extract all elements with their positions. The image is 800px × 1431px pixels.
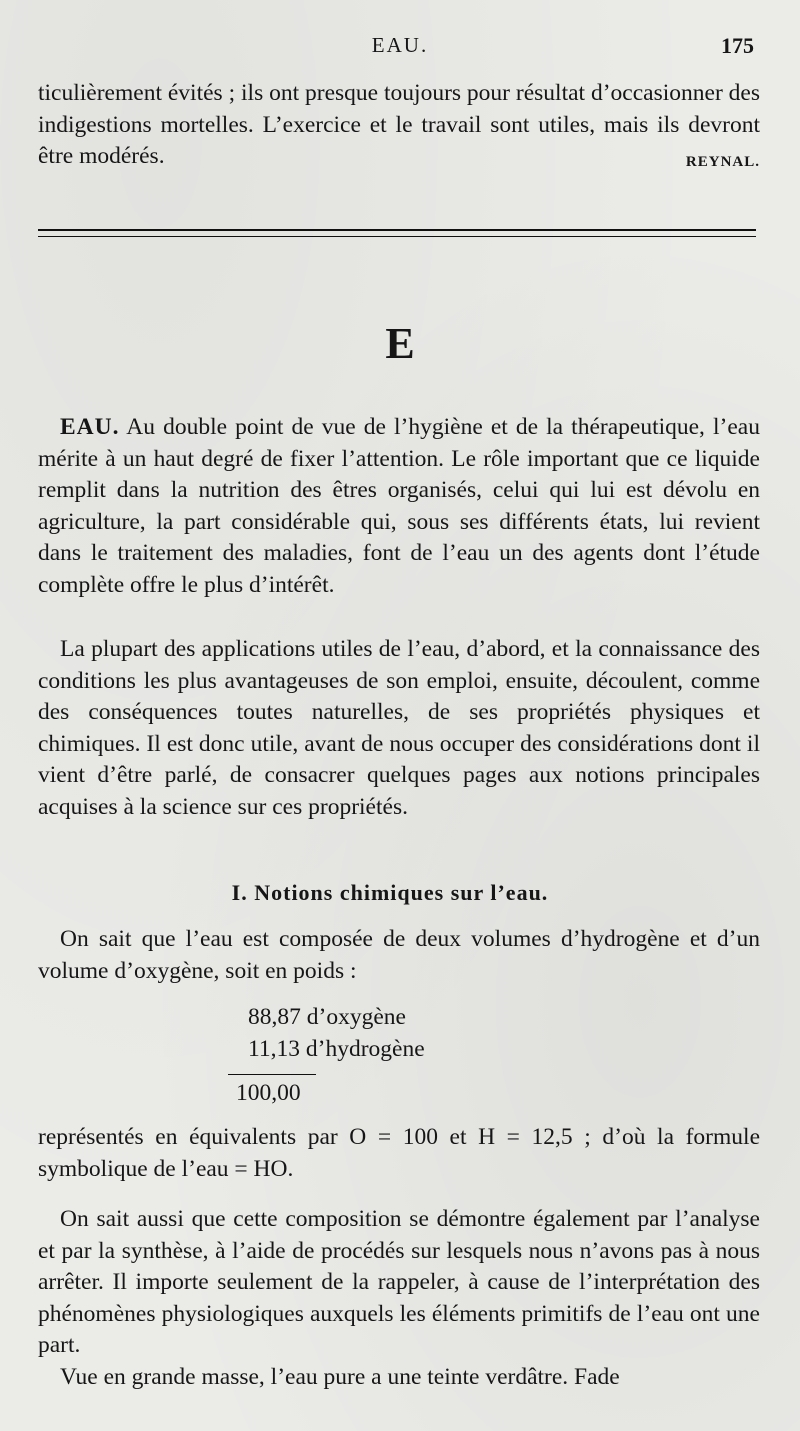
section-rule-thick bbox=[38, 229, 756, 231]
entry-paragraph-1-text: Au double point de vue de l’hygiène et de la thérapeutique, l’eau mérite à un haut degré de fixer l’attention. Le rôle important que ce liquide remplit dans la nutrition des êtres organisés, celui qui lui est dévolu en agriculture, la part considérable qui, sous ses différents états, lui revient dans le traitement des maladies, font de l’eau un des agents dont l’étude complète offre le plus d’intérêt. bbox=[38, 414, 760, 598]
running-header: EAU. bbox=[371, 33, 429, 57]
page-number: 175 bbox=[721, 33, 754, 58]
entry-paragraph-1 bbox=[38, 412, 760, 602]
composition-sum-rule bbox=[228, 1074, 316, 1075]
entry-paragraph-4: représentés en équivalents par O = 100 et H = 12,5 ; d’où la formule symbolique de l’eau = HO. bbox=[38, 1124, 760, 1182]
section-rule-thin bbox=[38, 236, 756, 237]
entry-paragraph-6: Vue en grande masse, l’eau pure a une teinte verdâtre. Fade bbox=[60, 1364, 620, 1390]
composition-total: 100,00 bbox=[236, 1080, 301, 1106]
section-letter: E bbox=[385, 319, 415, 368]
entry-paragraph-5: On sait aussi que cette composition se démontre également par l’analyse et par la synthèse, à l’aide de procédés sur lesquels nous n’avons pas à nous arrêter. Il importe seulement de la rappeler, à cause de l’interprétation des phénomènes physiologiques auxquels les éléments primitifs de l’eau ont une part. bbox=[38, 1206, 760, 1359]
entry-paragraph-2: La plupart des applications utiles de l’eau, d’abord, et la connaissance des conditions les plus avantageuses de son emploi, ensuite, découlent, comme des conséquences toutes naturelles, de ses propriétés physiques et chimiques. Il est donc utile, avant de nous occuper des considérations dont il vient d’être parlé, de consacrer quelques pages aux notions principales acquises à la science sur ces propriétés. bbox=[38, 636, 760, 820]
composition-hydrogen: 11,13 d’hydrogène bbox=[248, 1036, 425, 1062]
entry-paragraph-3: On sait que l’eau est composée de deux volumes d’hydrogène et d’un volume d’oxygène, soit en poids : bbox=[38, 926, 760, 984]
entry-headword: EAU. bbox=[60, 414, 120, 440]
previous-entry-ending bbox=[38, 78, 760, 179]
section-title: I. Notions chimiques sur l’eau. bbox=[231, 880, 549, 905]
author-signature: REYNAL. bbox=[685, 154, 760, 171]
previous-entry-text: ticulièrement évités ; ils ont presque toujours pour résultat d’occasionner des indigestions mortelles. L’exercice et le travail sont utiles, mais ils devront être modérés. bbox=[38, 80, 760, 170]
composition-oxygen: 88,87 d’oxygène bbox=[248, 1004, 406, 1030]
